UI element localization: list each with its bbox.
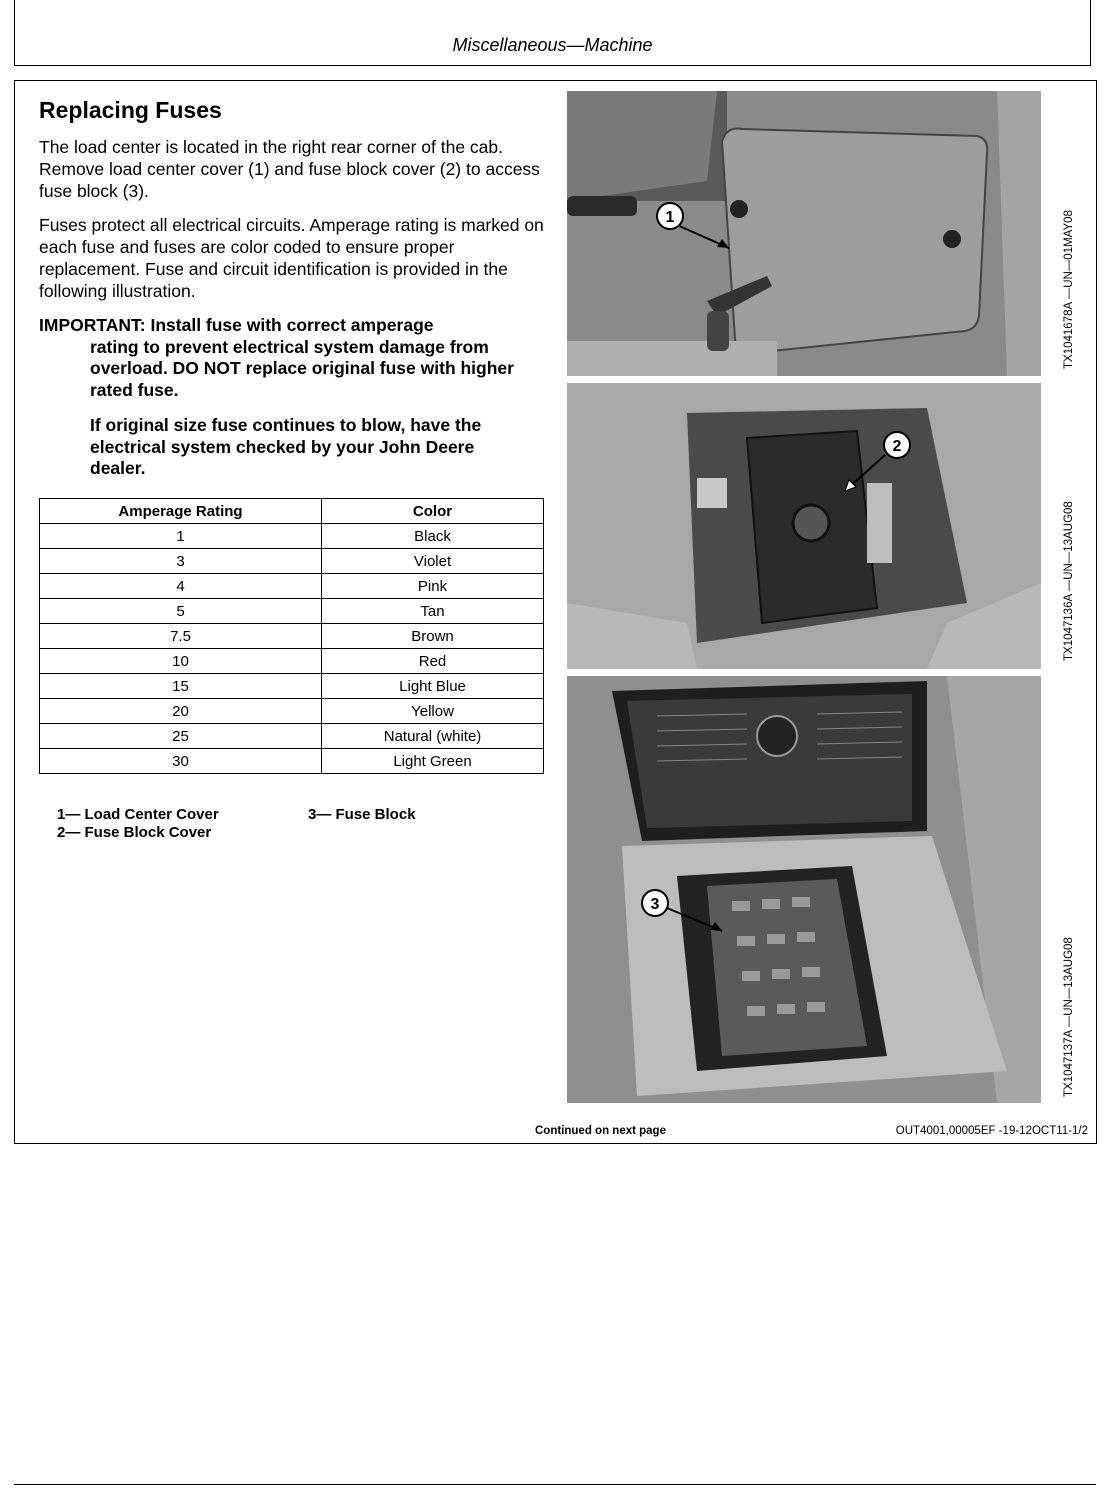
amperage-cell: 1 [40, 524, 322, 549]
page-header [14, 0, 1091, 66]
figure-id-2: TX1047136A —UN—13AUG08 [1063, 501, 1075, 661]
amperage-cell: 5 [40, 599, 322, 624]
amperage-cell: 7.5 [40, 624, 322, 649]
color-cell: Natural (white) [322, 724, 544, 749]
figure-id-3: TX1047137A —UN—13AUG08 [1063, 937, 1075, 1097]
color-cell: Yellow [322, 699, 544, 724]
color-cell: Light Green [322, 749, 544, 774]
amperage-cell: 3 [40, 549, 322, 574]
amperage-cell: 25 [40, 724, 322, 749]
callout-2: 2 [892, 438, 902, 455]
photo-load-center-cover [567, 91, 1041, 376]
table-row [40, 574, 544, 599]
table-row [40, 624, 544, 649]
section-title: Replacing Fuses [39, 97, 222, 123]
important-note [39, 315, 519, 401]
amperage-cell: 4 [40, 574, 322, 599]
table-row [40, 549, 544, 574]
color-cell: Red [322, 649, 544, 674]
callout-1: 1 [665, 209, 675, 226]
table-row [40, 724, 544, 749]
footer-divider [14, 1484, 1096, 1485]
intro-paragraph: The load center is located in the right rear corner of the cab. Remove load center cover (1) and fuse block cover (2) to access fuse block (3). [39, 137, 540, 201]
content-frame [14, 80, 1097, 1144]
legend-right [308, 806, 416, 824]
amperage-cell: 15 [40, 674, 322, 699]
amperage-cell: 10 [40, 649, 322, 674]
fuse-paragraph: Fuses protect all electrical circuits. Amperage rating is marked on each fuse and fuses are color coded to ensure proper replacement. Fuse and circuit identification is provided in the following illustration. [39, 215, 544, 301]
important-line1: Install fuse with correct amperage [150, 315, 434, 335]
legend-item-fuse-block-cover: 2— Fuse Block Cover [57, 824, 212, 841]
amperage-cell: 20 [40, 699, 322, 724]
table-row [40, 674, 544, 699]
table-row [40, 599, 544, 624]
table-row [40, 699, 544, 724]
callout-3: 3 [650, 896, 660, 913]
legend-item-load-center-cover: 1— Load Center Cover [57, 806, 219, 823]
document-reference: OUT4001,00005EF -19-12OCT11-1/2 [895, 1125, 1088, 1137]
table-row [40, 649, 544, 674]
legend-left [57, 806, 219, 842]
column-header-color: Color [322, 499, 544, 524]
important-label: IMPORTANT: [39, 315, 146, 335]
header-title: Miscellaneous—Machine [452, 35, 653, 55]
column-header-amperage: Amperage Rating [40, 499, 322, 524]
color-cell: Light Blue [322, 674, 544, 699]
color-cell: Violet [322, 549, 544, 574]
legend-item-fuse-block: 3— Fuse Block [308, 806, 416, 823]
table-row [40, 749, 544, 774]
continued-note: Continued on next page [535, 1125, 666, 1137]
important-rest: rating to prevent electrical system damage from overload. DO NOT replace original fuse with higher rated fuse. [90, 336, 514, 400]
fuse-table [39, 498, 544, 774]
photo-fuse-block-cover [567, 383, 1041, 669]
table-row [40, 524, 544, 549]
important-note-2: If original size fuse continues to blow, have the electrical system checked by your John Deere dealer. [90, 415, 482, 478]
table-header-row [40, 499, 544, 524]
photo-fuse-block [567, 676, 1041, 1103]
figure-id-1: TX1041678A —UN—01MAY08 [1063, 210, 1075, 369]
color-cell: Tan [322, 599, 544, 624]
color-cell: Pink [322, 574, 544, 599]
amperage-cell: 30 [40, 749, 322, 774]
color-cell: Black [322, 524, 544, 549]
color-cell: Brown [322, 624, 544, 649]
